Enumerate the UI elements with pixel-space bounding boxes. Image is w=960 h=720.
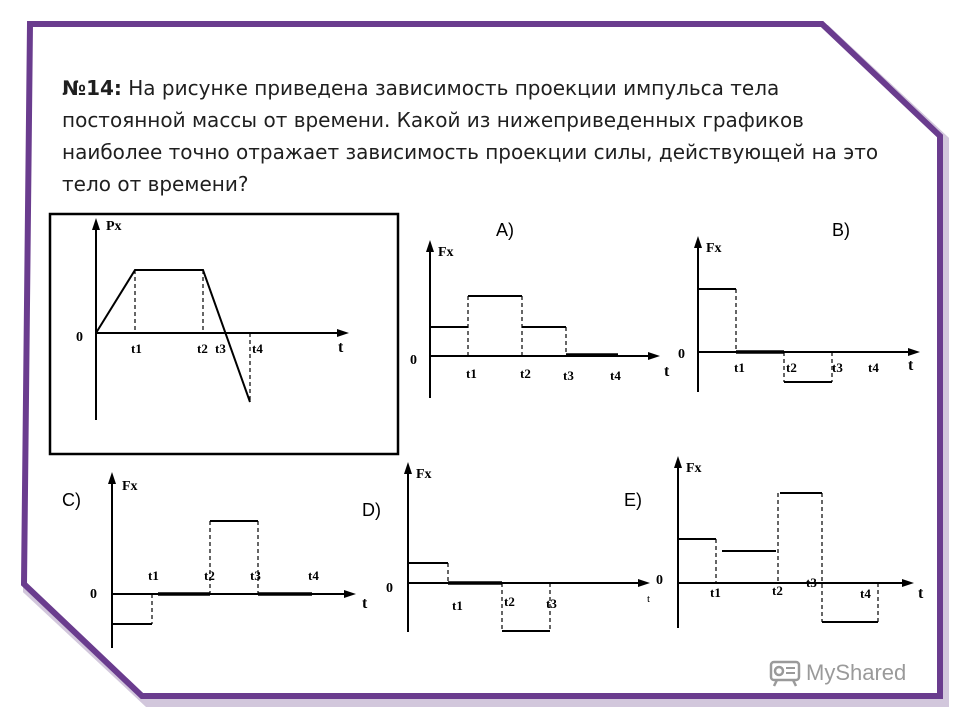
main-tick-t1: t1 — [131, 341, 142, 356]
d-origin: 0 — [386, 581, 393, 596]
main-tick-t2: t2 — [197, 341, 208, 356]
b-origin: 0 — [678, 347, 685, 362]
b-tick-t3: t3 — [832, 360, 843, 375]
e-origin: 0 — [656, 573, 663, 588]
c-y-label: Fx — [122, 479, 138, 494]
watermark — [768, 656, 928, 692]
a-x-label: t — [664, 363, 670, 380]
d-y-label: Fx — [416, 467, 432, 482]
d-tick-t1: t1 — [452, 598, 463, 613]
c-x-label: t — [362, 595, 368, 612]
main-tick-t4: t4 — [252, 341, 263, 356]
option-d-label[interactable]: D) — [362, 500, 381, 520]
option-b-label[interactable]: B) — [832, 220, 850, 240]
e-tick-t3: t3 — [806, 575, 817, 590]
b-tick-t1: t1 — [734, 360, 745, 375]
option-e-graph[interactable] — [656, 456, 924, 628]
main-graph — [50, 214, 398, 454]
d-tick-t2: t2 — [504, 594, 515, 609]
main-origin: 0 — [76, 330, 83, 345]
d-tick-t3: t3 — [546, 596, 557, 611]
main-y-label: Px — [106, 219, 122, 234]
watermark-text: MyShared — [806, 660, 907, 685]
c-tick-t3: t3 — [250, 568, 261, 583]
a-origin: 0 — [410, 353, 417, 368]
option-e-label[interactable]: E) — [624, 490, 642, 510]
d-x-label: t — [647, 593, 651, 605]
option-b-graph[interactable] — [678, 236, 920, 392]
question-body: На рисунке приведена зависимость проекции импульса тела постоянной массы от времени. Какой из нижеприведенных графиков наиболее точно отражает зависимость проекции силы, действующей на это тело от времени? — [62, 76, 879, 196]
a-tick-t4: t4 — [610, 368, 621, 383]
e-tick-t4: t4 — [860, 586, 871, 601]
a-tick-t1: t1 — [466, 366, 477, 381]
b-x-label: t — [908, 357, 914, 374]
e-y-label: Fx — [686, 461, 702, 476]
question-number: №14: — [62, 76, 122, 100]
b-tick-t2: t2 — [786, 360, 797, 375]
c-tick-t2: t2 — [204, 568, 215, 583]
option-a-label[interactable]: A) — [496, 220, 514, 240]
a-tick-t2: t2 — [520, 366, 531, 381]
c-origin: 0 — [90, 587, 97, 602]
main-tick-t3: t3 — [215, 341, 226, 356]
c-tick-t4: t4 — [308, 568, 319, 583]
b-y-label: Fx — [706, 241, 722, 256]
option-d-graph[interactable] — [386, 462, 650, 632]
option-a-graph[interactable] — [410, 240, 670, 398]
c-tick-t1: t1 — [148, 568, 159, 583]
option-c-label[interactable]: C) — [62, 490, 81, 510]
projector-icon — [768, 656, 802, 688]
e-x-label: t — [918, 585, 924, 602]
main-x-label: t — [338, 339, 344, 356]
b-tick-t4: t4 — [868, 360, 879, 375]
e-tick-t1: t1 — [710, 585, 721, 600]
a-y-label: Fx — [438, 245, 454, 260]
e-tick-t2: t2 — [772, 583, 783, 598]
a-tick-t3: t3 — [563, 368, 574, 383]
option-c-graph[interactable] — [90, 472, 368, 648]
